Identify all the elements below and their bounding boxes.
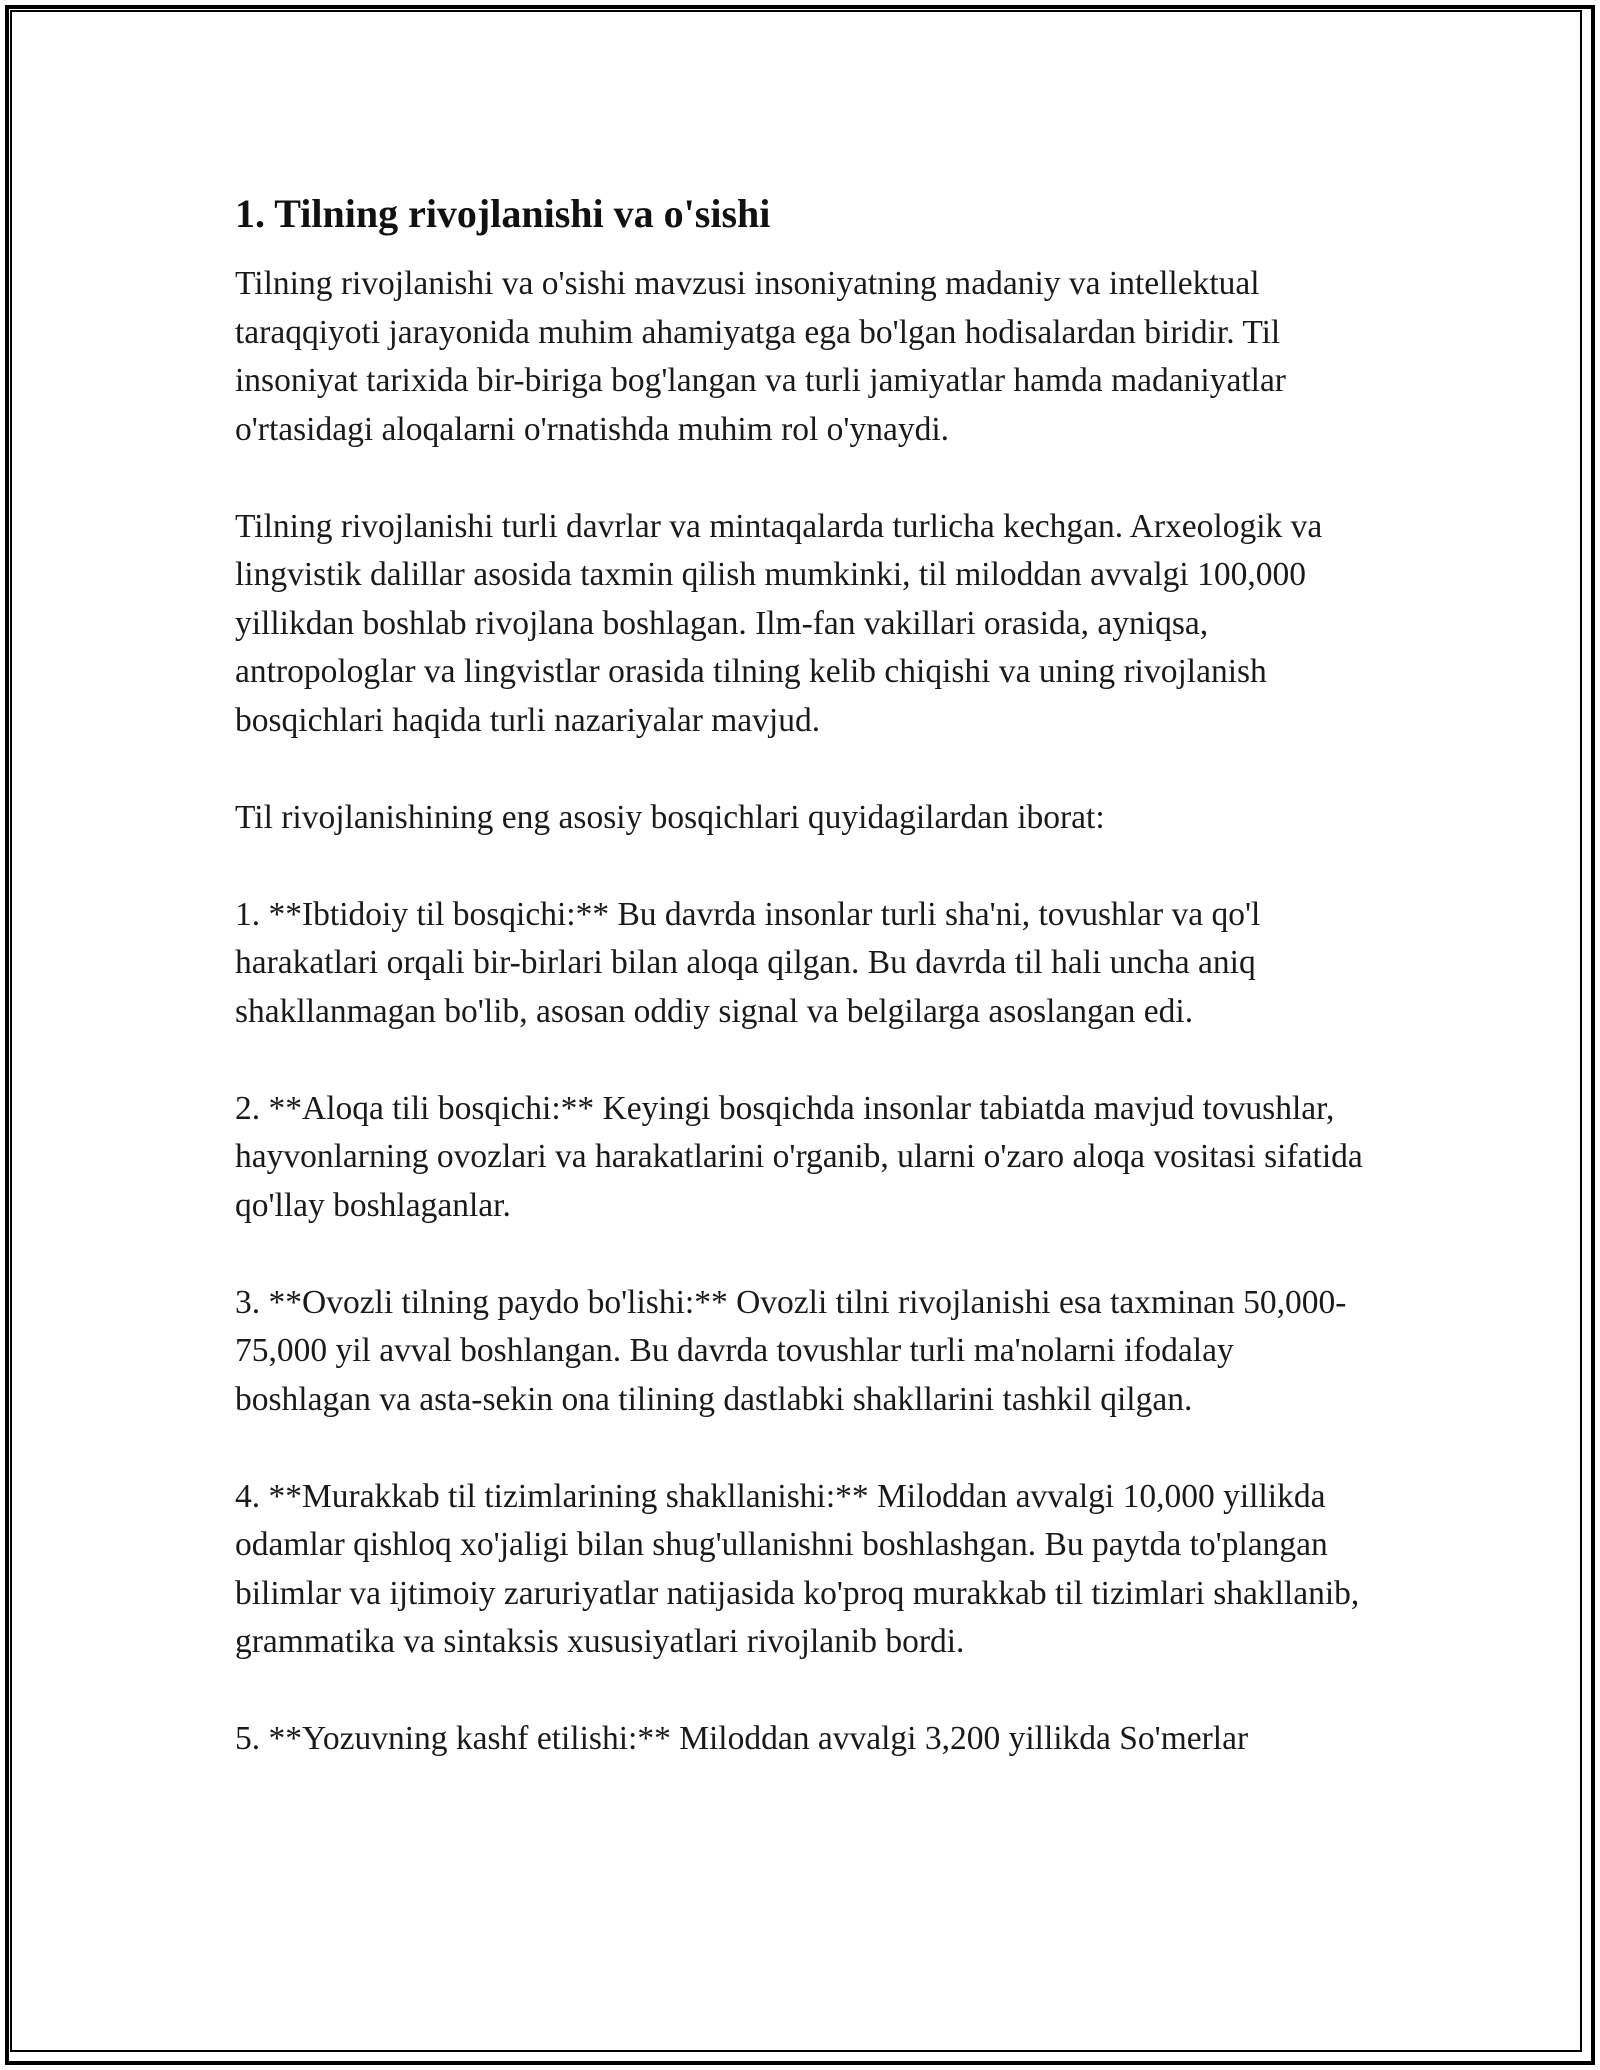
document-body <box>235 190 1375 1812</box>
list-item-stage-3: 3. **Ovozli tilning paydo bo'lishi:** Ovozli tilni rivojlanishi esa taxminan 50,000-75,000 yil avval boshlangan. Bu davrda tovushlar turli ma'nolarni ifodalay boshlagan va asta-sekin ona tilining dastlabki shakllarini tashkil qilgan. <box>235 1283 1347 1418</box>
list-item-stage-4: 4. **Murakkab til tizimlarining shakllanishi:** Miloddan avvalgi 10,000 yillikda odamlar qishloq xo'jaligi bilan shug'ullanishni boshlashgan. Bu paytda to'plangan bilimlar va ijtimoiy zaruriyatlar natijasida ko'proq murakkab til tizimlari shakllanib, grammatika va sintaksis xususiyatlari rivojlanib bordi. <box>235 1477 1360 1660</box>
paragraph-history: Tilning rivojlanishi turli davrlar va mintaqalarda turlicha kechgan. Arxeologik va lingvistik dalillar asosida taxmin qilish mumkinki, til miloddan avvalgi 100,000 yillikdan boshlab rivojlana boshlagan. Ilm-fan vakillari orasida, ayniqsa, antropologlar va lingvistlar orasida tilning kelib chiqishi va uning rivojlanish bosqichlari haqida turli nazariyalar mavjud. <box>235 507 1323 739</box>
paragraph-intro: Tilning rivojlanishi va o'sishi mavzusi insoniyatning madaniy va intellektual taraqqiyoti jarayonida muhim ahamiyatga ega bo'lgan hodisalardan biridir. Til insoniyat tarixida bir-biriga bog'langan va turli jamiyatlar hamda madaniyatlar o'rtasidagi aloqalarni o'rnatishda muhim rol o'ynaydi. <box>235 265 1286 448</box>
list-item-stage-5: 5. **Yozuvning kashf etilishi:** Miloddan avvalgi 3,200 yillikda So'merlar <box>235 1720 1249 1757</box>
section-title: 1. Tilning rivojlanishi va o'sishi <box>235 191 771 236</box>
list-item-stage-2: 2. **Aloqa tili bosqichi:** Keyingi bosqichda insonlar tabiatda mavjud tovushlar, hayvonlarning ovozlari va harakatlarini o'rganib, ularni o'zaro aloqa vositasi sifatida qo'llay boshlaganlar. <box>235 1089 1363 1224</box>
paragraph-stages-intro: Til rivojlanishining eng asosiy bosqichlari quyidagilardan iborat: <box>235 798 1105 836</box>
list-item-stage-1: 1. **Ibtidoiy til bosqichi:** Bu davrda insonlar turli sha'ni, tovushlar va qo'l harakatlari orqali bir-birlari bilan aloqa qilgan. Bu davrda til hali uncha aniq shakllanmagan bo'lib, asosan oddiy signal va belgilarga asoslangan edi. <box>235 895 1261 1030</box>
